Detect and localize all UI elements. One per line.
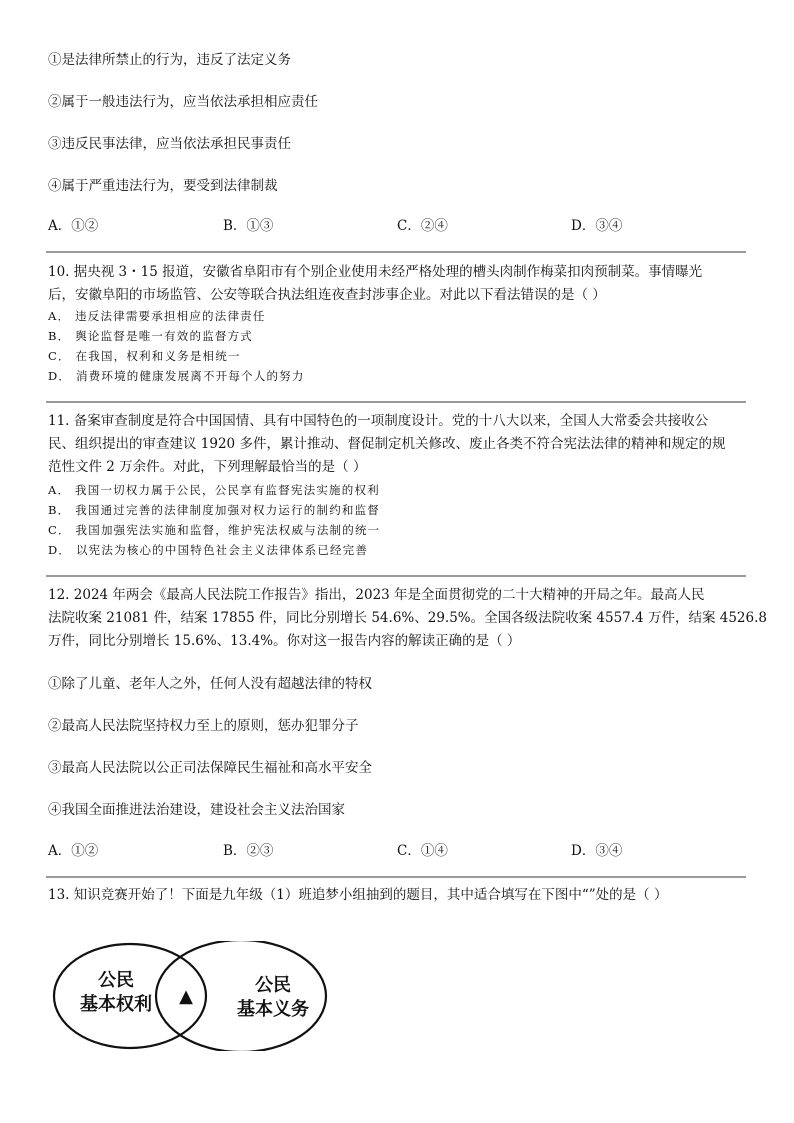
q12-options: [48, 841, 748, 861]
q9-option-c[interactable]: C．②④: [397, 218, 448, 234]
q11-stem-line-2: 民、组织提出的审查建议 1920 多件，累计推动、督促制定机关修改、废止各类不符合宪法法律的精神和规定的规: [48, 436, 726, 452]
q12-item-4: ④我国全面推进法治建设，建设社会主义法治国家: [48, 802, 345, 818]
divider: [46, 876, 746, 878]
venn-right-label-1: 公民: [255, 975, 291, 996]
q12-option-a[interactable]: A．①②: [48, 843, 99, 859]
q10-option-c[interactable]: C． 在我国，权利和义务是相统一: [48, 349, 241, 363]
q12-stem-line-1: 12. 2024 年两会《最高人民法院工作报告》指出，2023 年是全面贯彻党的二十大精神的开局之年。最高人民: [48, 587, 705, 603]
q12-option-c[interactable]: C．①④: [397, 843, 448, 859]
venn-left-label-1: 公民: [98, 970, 134, 991]
q9-option-d[interactable]: D．③④: [571, 218, 623, 234]
q11-option-b[interactable]: B． 我国通过完善的法律制度加强对权力运行的制约和监督: [48, 503, 381, 517]
q12-item-1: ①除了儿童、老年人之外，任何人没有超越法律的特权: [48, 676, 372, 692]
q9-option-a[interactable]: A．①②: [48, 218, 99, 234]
venn-left-label-2: 基本权利: [80, 994, 152, 1015]
divider: [46, 575, 746, 577]
q13-stem: 13. 知识竞赛开始了！下面是九年级（1）班追梦小组抽到的题目，其中适合填写在下图中“”处的是（ ）: [48, 887, 668, 903]
q10-option-a[interactable]: A． 违反法律需要承担相应的法律责任: [48, 309, 266, 323]
divider: [46, 401, 746, 403]
q9-options: [48, 216, 748, 236]
venn-right-label-2: 基本义务: [237, 999, 309, 1020]
q10-stem-line-2: 后，安徽阜阳的市场监管、公安等联合执法组连夜查封涉事企业。对此以下看法错误的是（ ）: [48, 287, 606, 303]
q9-item-3: ③违反民事法律，应当依法承担民事责任: [48, 136, 291, 152]
q9-option-b[interactable]: B．①③: [223, 218, 274, 234]
q10-stem-line-1: 10. 据央视 3・15 报道，安徽省阜阳市有个别企业使用未经严格处理的槽头肉制作梅菜扣肉预制菜。事情曝光: [48, 264, 703, 280]
q12-item-3: ③最高人民法院以公正司法保障民生福祉和高水平安全: [48, 760, 372, 776]
q12-option-d[interactable]: D．③④: [571, 843, 623, 859]
venn-diagram: [50, 941, 350, 1051]
q11-option-d[interactable]: D． 以宪法为核心的中国特色社会主义法律体系已经完善: [48, 543, 369, 557]
q11-option-c[interactable]: C． 我国加强宪法实施和监督，维护宪法权威与法制的统一: [48, 523, 381, 537]
q12-option-b[interactable]: B．②③: [223, 843, 274, 859]
venn-center-marker: ▲: [179, 986, 193, 1007]
q12-item-2: ②最高人民法院坚持权力至上的原则，惩办犯罪分子: [48, 718, 359, 734]
q9-item-1: ①是法律所禁止的行为，违反了法定义务: [48, 52, 291, 68]
q10-option-b[interactable]: B． 舆论监督是唯一有效的监督方式: [48, 329, 254, 343]
q11-option-a[interactable]: A． 我国一切权力属于公民，公民享有监督宪法实施的权利: [48, 483, 380, 497]
q11-stem-line-3: 范性文件 2 万余件。对此，下列理解最恰当的是（ ）: [48, 459, 367, 475]
q12-stem-line-3: 万件，同比分别增长 15.6%、13.4%。你对这一报告内容的解读正确的是（ ）: [48, 633, 521, 649]
q12-stem-line-2: 法院收案 21081 件，结案 17855 件，同比分别增长 54.6%、29.5%。全国各级法院收案 4557.4 万件，结案 4526.8: [48, 610, 767, 626]
q10-option-d[interactable]: D． 消费环境的健康发展离不开每个人的努力: [48, 369, 305, 383]
divider: [46, 251, 746, 253]
q9-item-4: ④属于严重违法行为，要受到法律制裁: [48, 178, 278, 194]
q9-item-2: ②属于一般违法行为，应当依法承担相应责任: [48, 94, 318, 110]
q11-stem-line-1: 11. 备案审查制度是符合中国国情、具有中国特色的一项制度设计。党的十八大以来，全国人大常委会共接收公: [48, 413, 709, 429]
